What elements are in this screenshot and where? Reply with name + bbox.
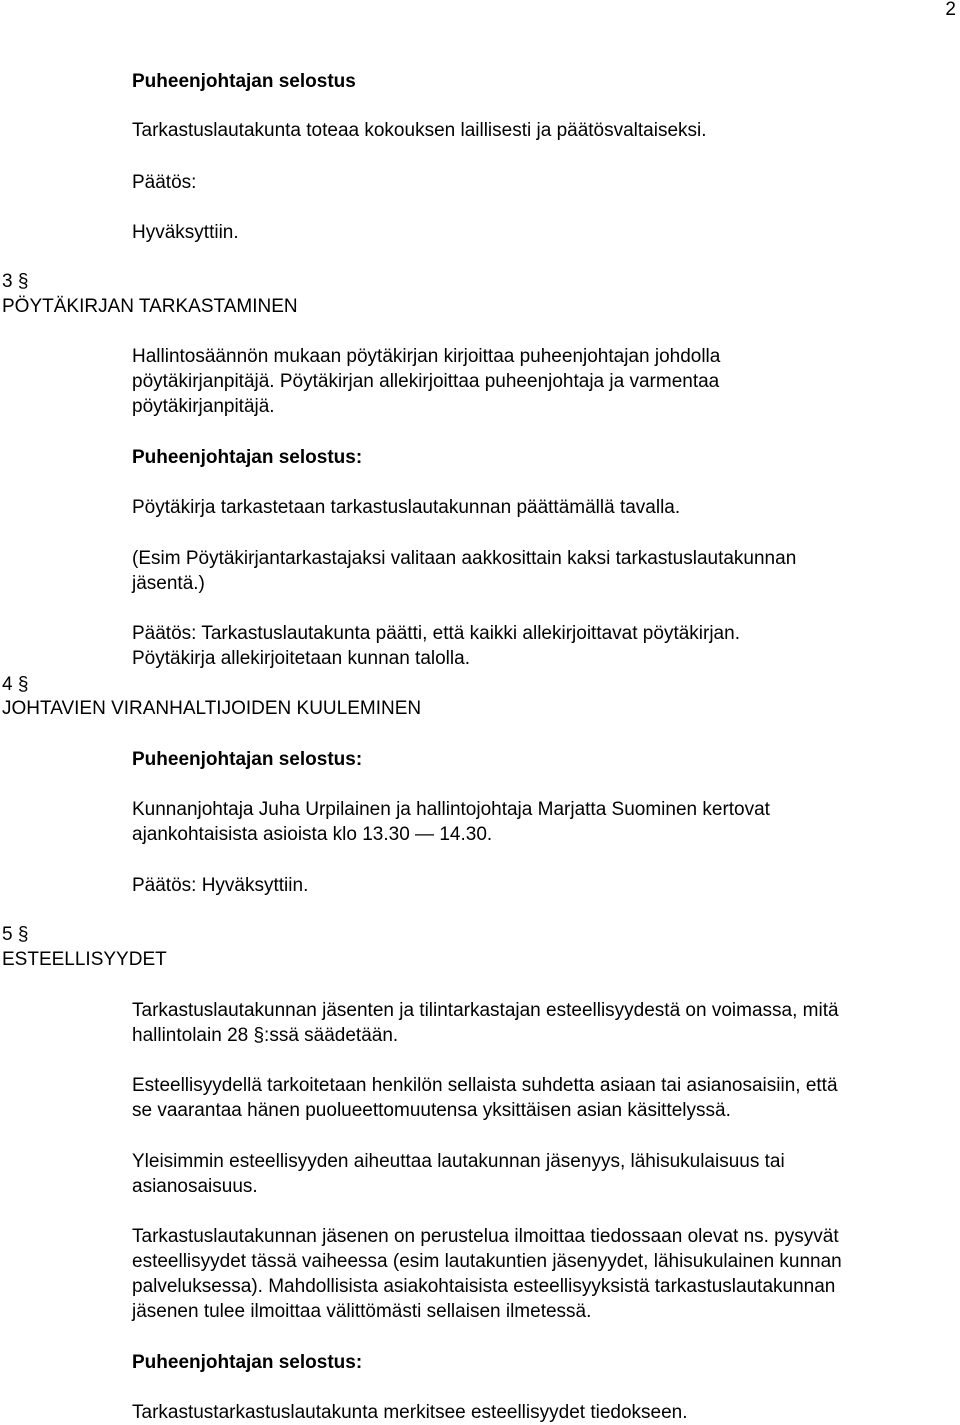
paragraph-line: esteellisyydet tässä vaiheessa (esim lautakuntien jäsenyydet, lähisukulainen kunnan	[132, 1251, 842, 1272]
decision-line: Päätös: Tarkastuslautakunta päätti, että kaikki allekirjoittavat pöytäkirjan.	[132, 623, 740, 644]
paragraph: Tarkastuslautakunta toteaa kokouksen laillisesti ja päätösvaltaiseksi.	[132, 120, 707, 141]
section-number: 5 §	[2, 924, 29, 945]
section-heading: Puheenjohtajan selostus:	[132, 1352, 363, 1373]
paragraph-line: palveluksessa). Mahdollisista asiakohtaisista esteellisyyksistä tarkastuslautakunnan	[132, 1276, 836, 1297]
section-title: PÖYTÄKIRJAN TARKASTAMINEN	[2, 296, 298, 317]
section-heading: Puheenjohtajan selostus:	[132, 447, 363, 468]
paragraph-line: ajankohtaisista asioista klo 13.30 — 14.30.	[132, 824, 493, 845]
paragraph-line: jäsentä.)	[132, 573, 205, 594]
paragraph: Tarkastustarkastuslautakunta merkitsee esteellisyydet tiedokseen.	[132, 1402, 688, 1423]
decision-text: Hyväksyttiin.	[132, 222, 239, 243]
section-title: JOHTAVIEN VIRANHALTIJOIDEN KUULEMINEN	[2, 698, 422, 719]
paragraph-line: pöytäkirjanpitäjä.	[132, 396, 275, 417]
paragraph-line: Yleisimmin esteellisyyden aiheuttaa lautakunnan jäsenyys, lähisukulaisuus tai	[132, 1151, 785, 1172]
paragraph-line: pöytäkirjanpitäjä. Pöytäkirjan allekirjoittaa puheenjohtaja ja varmentaa	[132, 371, 720, 392]
section-number: 4 §	[2, 674, 29, 695]
decision-text: Päätös: Hyväksyttiin.	[132, 875, 309, 896]
paragraph-line: hallintolain 28 §:ssä säädetään.	[132, 1025, 399, 1046]
paragraph: Pöytäkirja tarkastetaan tarkastuslautakunnan päättämällä tavalla.	[132, 497, 681, 518]
section-number: 3 §	[2, 271, 29, 292]
paragraph-line: Esteellisyydellä tarkoitetaan henkilön sellaista suhdetta asiaan tai asianosaisiin, että	[132, 1075, 838, 1096]
section-heading: Puheenjohtajan selostus	[132, 71, 356, 92]
page-number: 2	[945, 0, 956, 20]
section-title: ESTEELLISYYDET	[2, 949, 167, 970]
decision-line: Pöytäkirja allekirjoitetaan kunnan talolla.	[132, 648, 470, 669]
decision-label: Päätös:	[132, 172, 197, 193]
paragraph-line: Tarkastuslautakunnan jäsenen on perustelua ilmoittaa tiedossaan olevat ns. pysyvät	[132, 1226, 839, 1247]
paragraph-line: jäsenen tulee ilmoittaa välittömästi sellaisen ilmetessä.	[132, 1301, 592, 1322]
paragraph-line: se vaarantaa hänen puolueettomuutensa yksittäisen asian käsittelyssä.	[132, 1100, 731, 1121]
section-heading: Puheenjohtajan selostus:	[132, 749, 363, 770]
paragraph-line: (Esim Pöytäkirjantarkastajaksi valitaan aakkosittain kaksi tarkastuslautakunnan	[132, 548, 797, 569]
paragraph-line: Hallintosäännön mukaan pöytäkirjan kirjoittaa puheenjohtajan johdolla	[132, 346, 721, 367]
paragraph-line: Tarkastuslautakunnan jäsenten ja tilintarkastajan esteellisyydestä on voimassa, mitä	[132, 1000, 839, 1021]
paragraph-line: Kunnanjohtaja Juha Urpilainen ja hallintojohtaja Marjatta Suominen kertovat	[132, 799, 770, 820]
paragraph-line: asianosaisuus.	[132, 1176, 258, 1197]
